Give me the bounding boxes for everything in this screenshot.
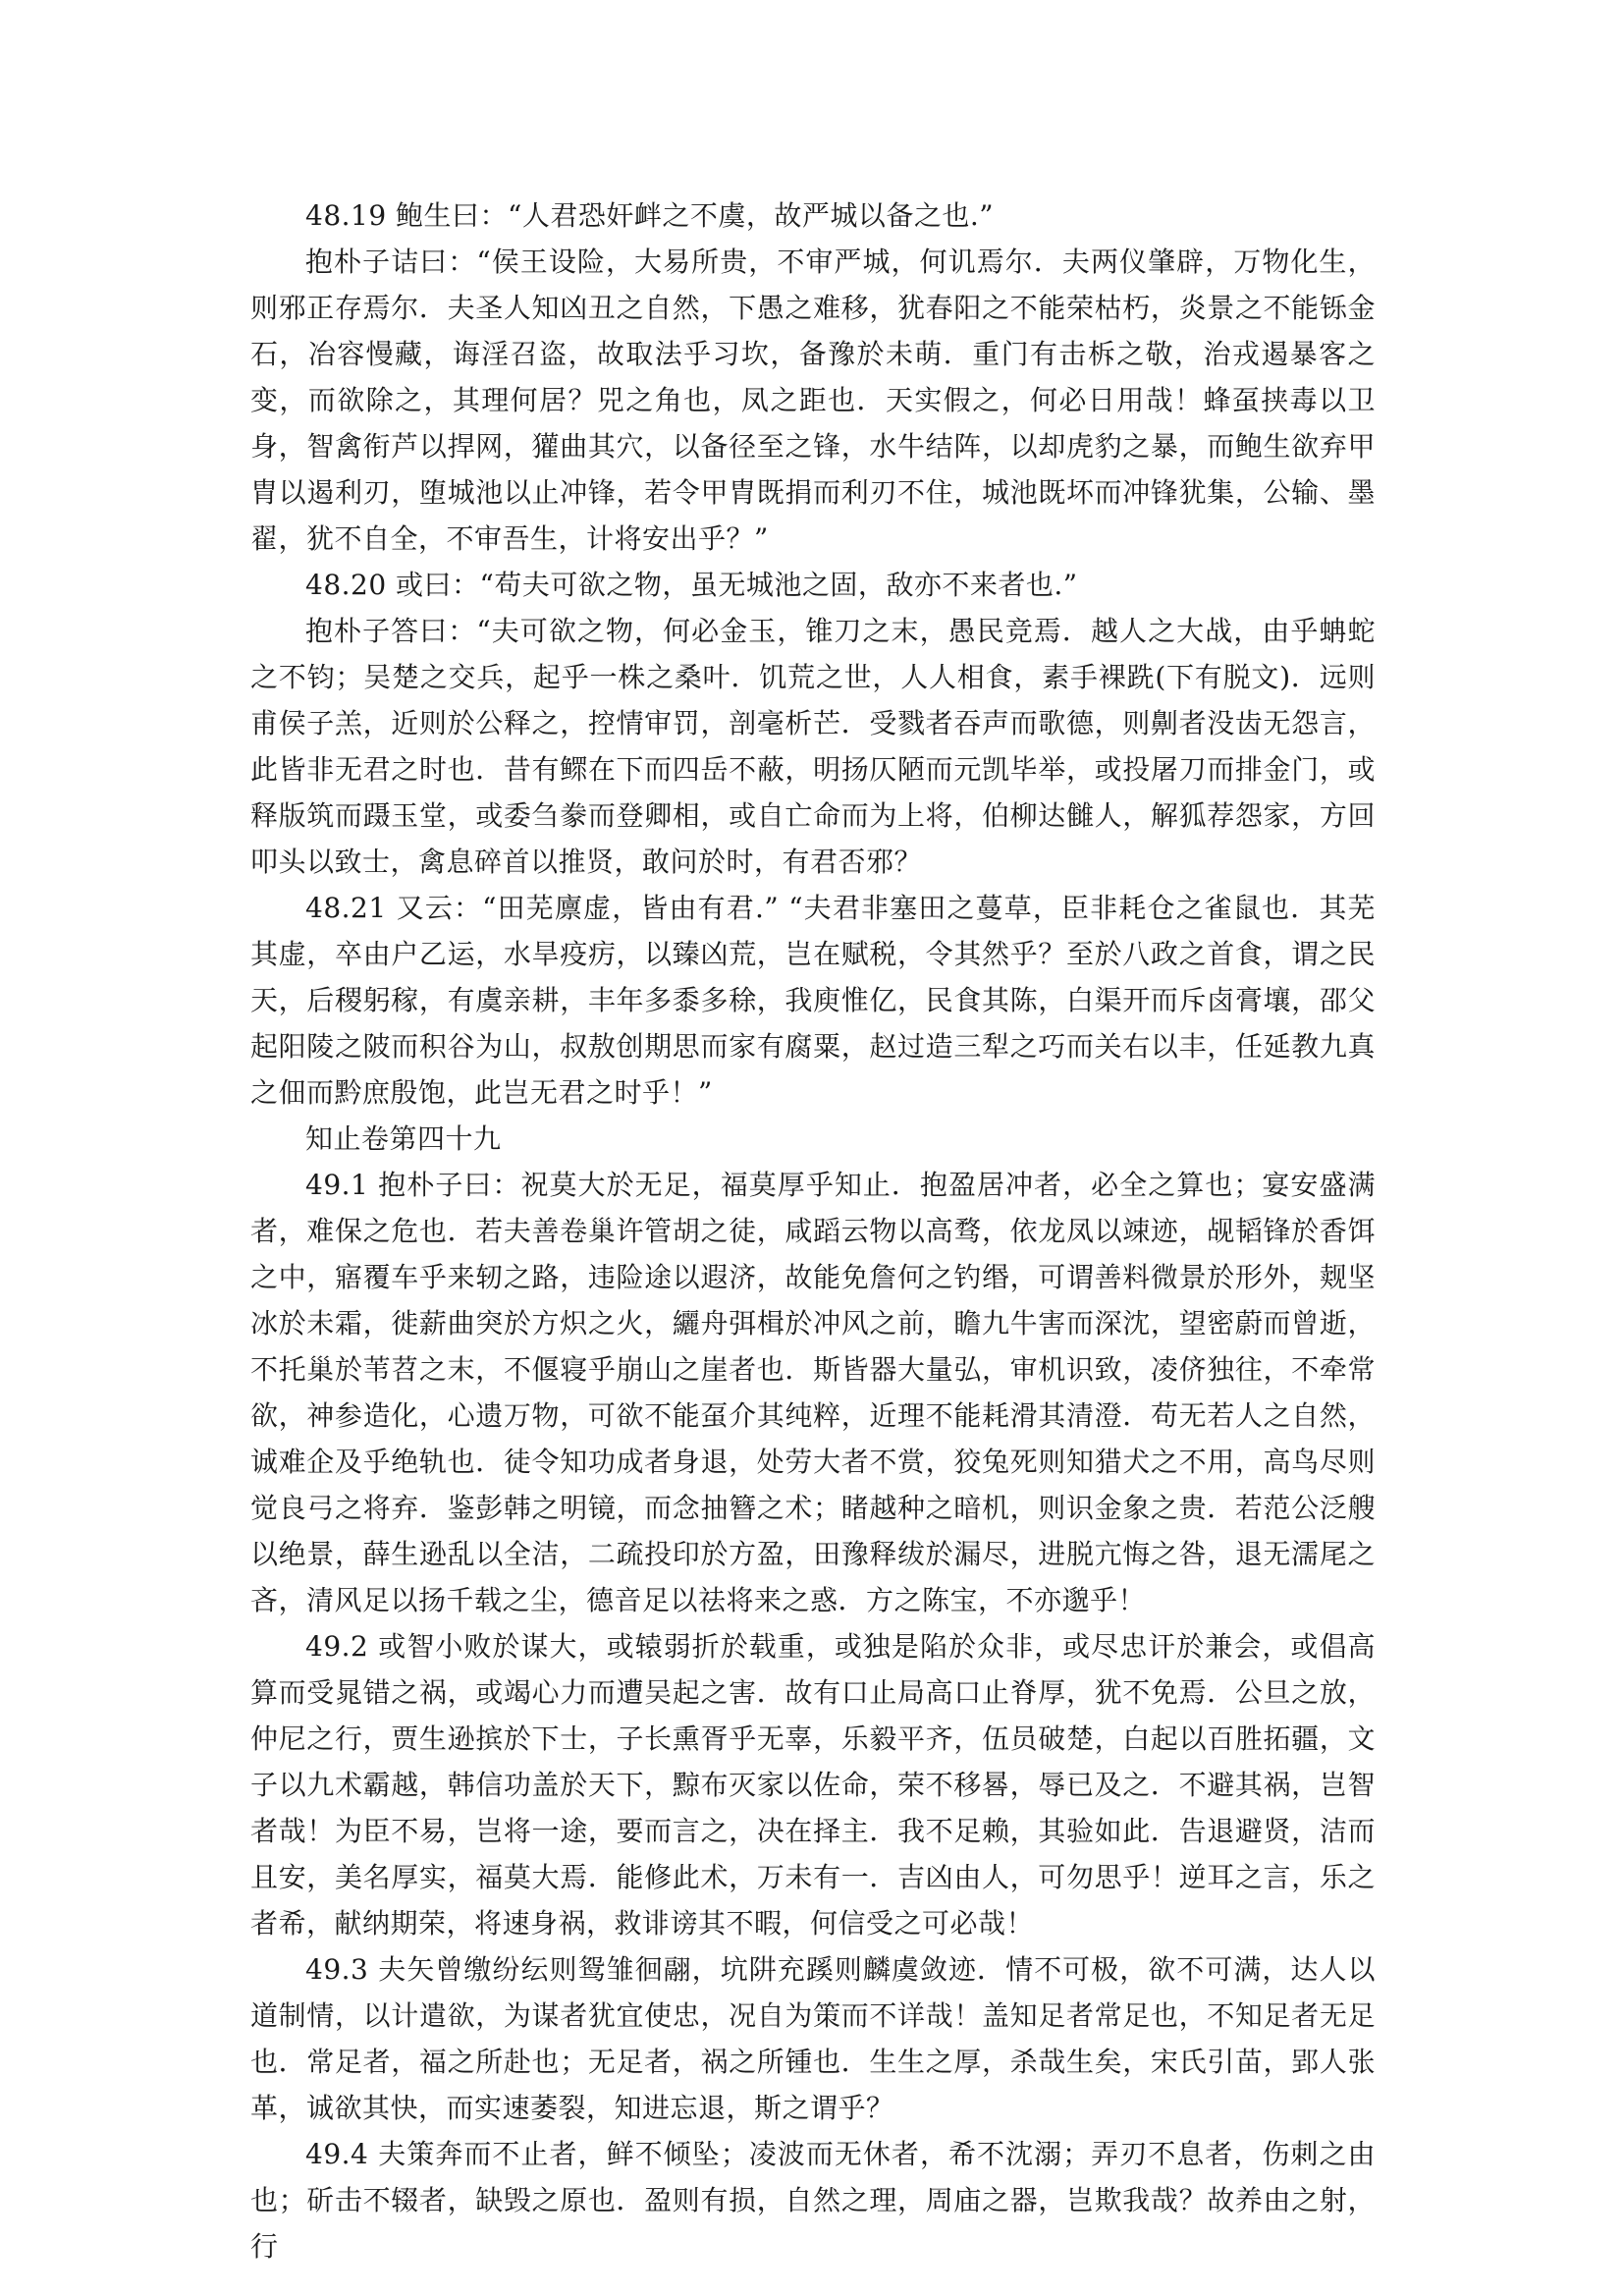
paragraph-48-19: 48.19 鲍生曰：“人君恐奸衅之不虞，故严城以备之也.” [305,199,995,232]
paragraph-49-4: 49.4 夫策奔而不止者，鲜不倾坠；凌波而无休者，希不沈溺；弄刃不息者，伤刺之由也；斫击不辍者，缺毁之原也．盈则有损，自然之理，周庙之器，岂欺我哉？故养由之射，行 [250,2138,1376,2263]
document-body [250,192,1376,2269]
paragraph-48-20: 48.20 或曰：“苟夫可欲之物，虽无城池之固，敌亦不来者也.” [305,569,1078,601]
paragraph-48-21: 48.21 又云：“田芜廪虚，皆由有君.” “夫君非塞田之蔓草，臣非耗仓之雀鼠也．其芜其虚，卒由户乙运，水旱疫疠，以臻凶荒，岂在赋税，令其然乎？至於八政之首食，谓之民天，后稷躬稼，有虞亲耕，丰年多黍多稌，我庾惟亿，民食其陈，白渠开而斥卤膏壤，邵父起阳陵之陂而积谷为山，叔敖创期思而家有腐粟，赵过造三犁之巧而关右以丰，任延教九真之佃而黔庶殷饱，此岂无君之时乎！” [250,892,1376,1109]
paragraph-49-3: 49.3 夫矢曾缴纷纭则鸳雏徊翮，坑阱充蹊则麟虞敛迹．情不可极，欲不可满，达人以道制情，以计遣欲，为谋者犹宜使忠，况自为策而不详哉！盖知足者常足也，不知足者无足也．常足者，福之所赴也；无足者，祸之所锺也．生生之厚，杀哉生矣，宋氏引苗，郢人张革，诚欲其快，而实速萎裂，知进忘退，斯之谓乎？ [250,1953,1376,2124]
paragraph-49-2: 49.2 或智小败於谋大，或辕弱折於载重，或独是陷於众非，或尽忠讦於兼会，或倡高算而受晁错之祸，或竭心力而遭吴起之害．故有口止局高口止脊厚，犹不免焉．公旦之放，仲尼之行，贾生逊摈於下士，子长熏胥乎无辜，乐毅平齐，伍员破楚，白起以百胜拓疆，文子以九术霸越，韩信功盖於天下，黥布灭家以佐命，荣不移晷，辱已及之．不避其祸，岂智者哉！为臣不易，岂将一途，要而言之，决在择主．我不足赖，其验如此．告退避贤，洁而且安，美名厚实，福莫大焉．能修此术，万未有一．吉凶由人，可勿思乎！逆耳之言，乐之者希，献纳期荣，将速身祸，救诽谤其不暇，何信受之可必哉！ [250,1630,1376,1940]
paragraph-48-20-reply: 抱朴子答曰：“夫可欲之物，何必金玉，锥刀之末，愚民竞焉．越人之大战，由乎蚺蛇之不钧；吴楚之交兵，起乎一株之桑叶．饥荒之世，人人相食，素手裸跣(下有脱文)．远则甫侯子羔，近则於公释之，控情审罚，剖毫析芒．受戮者吞声而歌德，则劓者没齿无怨言，此皆非无君之时也．昔有鳏在下而四岳不蔽，明扬仄陋而元凯毕举，或投屠刀而排金门，或释版筑而蹑玉堂，或委刍豢而登卿相，或自亡命而为上将，伯柳达雠人，解狐荐怨家，方回叩头以致士，禽息碎首以推贤，敢问於时，有君否邪？ [250,615,1376,878]
paragraph-48-19-reply: 抱朴子诘曰：“侯王设险，大易所贵，不审严城，何讥焉尔．夫两仪肇辟，万物化生，则邪正存焉尔．夫圣人知凶丑之自然，下愚之难移，犹春阳之不能荣枯朽，炎景之不能铄金石，冶容慢藏，诲淫召盗，故取法乎习坎，备豫於未萌．重门有击柝之敬，治戎遏暴客之变，而欲除之，其理何居？兕之角也，凤之距也．天实假之，何必日用哉！蜂虿挟毒以卫身，智禽衔芦以捍网，獾曲其穴，以备径至之锋，水牛结阵，以却虎豹之暴，而鲍生欲弃甲胄以遏利刃，堕城池以止冲锋，若令甲胄既捐而利刃不住，城池既坏而冲锋犹集，公输、墨翟，犹不自全，不审吾生，计将安出乎？” [250,246,1376,555]
paragraph-49-1: 49.1 抱朴子曰：祝莫大於无足，福莫厚乎知止．抱盈居冲者，必全之算也；宴安盛满者，难保之危也．若夫善卷巢许管胡之徒，咸蹈云物以高骛，依龙凤以竦迹，觇韬锋於香饵之中，寤覆车乎来轫之路，违险途以遐济，故能免詹何之钓缗，可谓善料微景於形外，觌坚冰於未霜，徙薪曲突於方炽之火，纚舟弭楫於冲风之前，瞻九牛害而深沈，望密蔚而曾逝，不托巢於苇苕之末，不偃寝乎崩山之崖者也．斯皆器大量弘，审机识致，凌侪独往，不牵常欲，神参造化，心遗万物，可欲不能虿介其纯粹，近理不能耗滑其清澄．苟无若人之自然，诚难企及乎绝轨也．徒令知功成者身退，处劳大者不赏，狡兔死则知猎犬之不用，高鸟尽则觉良弓之将弃．鉴彭韩之明镜，而念抽簪之术；睹越种之暗机，则识金象之贵．若范公泛艘以绝景，薛生逊乱以全洁，二疏投印於方盈，田豫释绂於漏尽，进脱亢悔之咎，退无濡尾之吝，清风足以扬千载之尘，德音足以祛将来之惑．方之陈宝，不亦邈乎！ [250,1169,1376,1616]
chapter-heading: 知止卷第四十九 [305,1122,502,1155]
